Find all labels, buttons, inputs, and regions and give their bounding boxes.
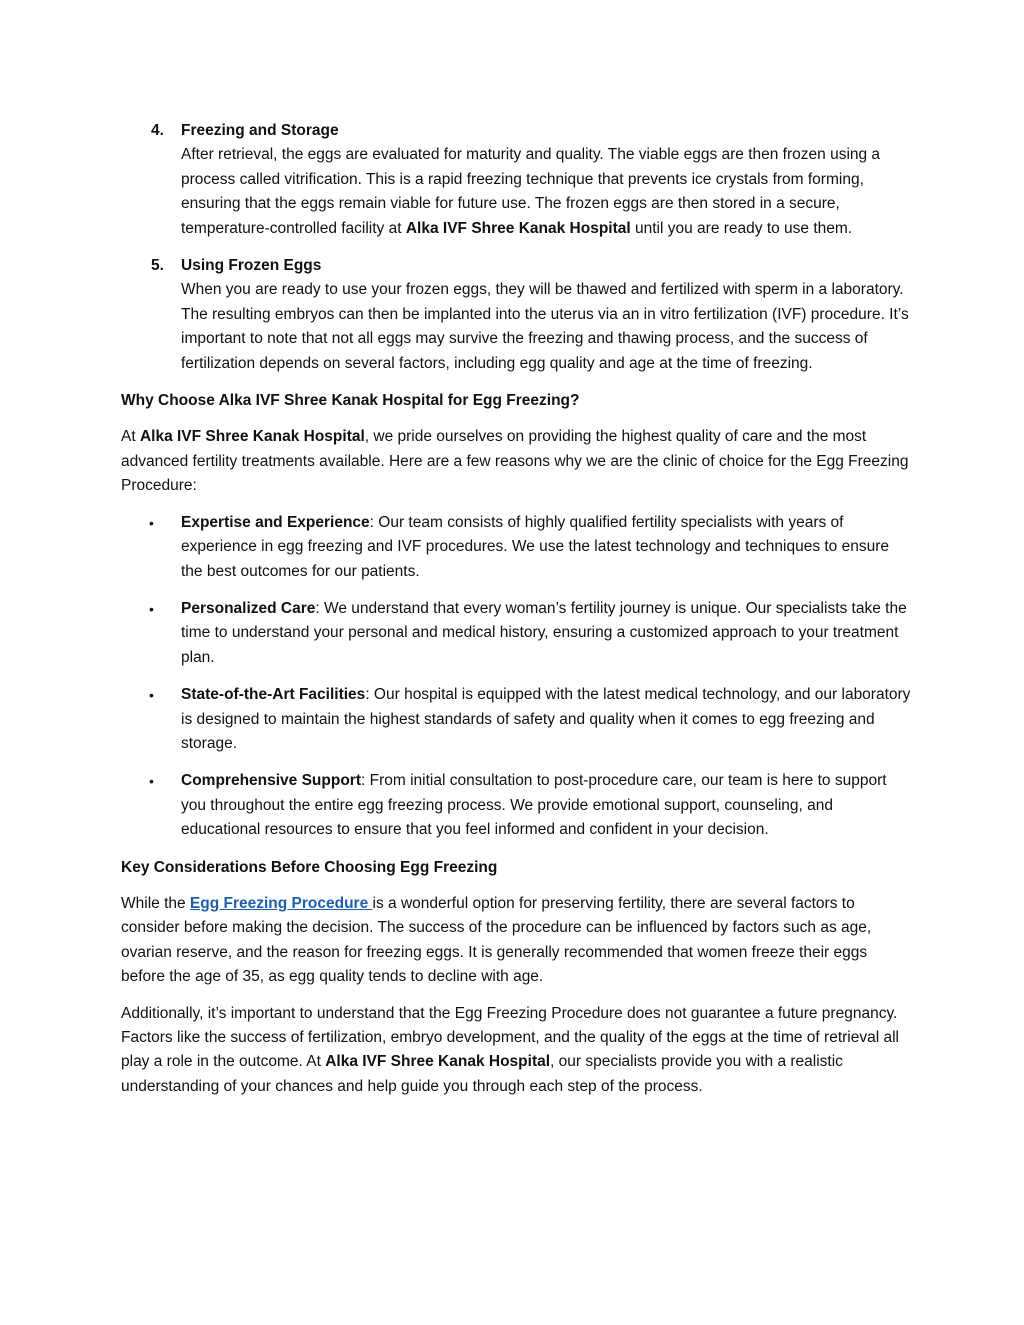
list-item-expertise <box>121 511 911 584</box>
list-item-body <box>181 683 911 756</box>
paragraph-text: Additionally, it’s important to understand that the Egg Freezing Procedure does not guarantee a future pregnancy. Factors like the success of fertilization, embryo development, and the quality of the eggs at the time of retrieval all play a role in the outcome. At <box>121 1004 899 1071</box>
list-item-title: Personalized Care <box>181 599 316 617</box>
item-text: When you are ready to use your frozen eggs, they will be thawed and fertilized with sperm in a laboratory. The resulting embryos can then be implanted into the uterus via an in vitro fertilization (IVF) procedure. It’s important to note that not all eggs may survive the freezing and thawing process, and the success of fertilization depends on several factors, including egg quality and age at the time of freezing. <box>181 281 909 372</box>
hospital-name: Alka IVF Shree Kanak Hospital <box>325 1053 551 1071</box>
bullet-icon: • <box>149 687 154 704</box>
hospital-name: Alka IVF Shree Kanak Hospital <box>405 219 631 237</box>
hospital-name: Alka IVF Shree Kanak Hospital <box>139 428 365 446</box>
list-item-text: : We understand that every woman’s fertility journey is unique. Our specialists take the time to understand your personal and medical history, ensuring a customized approach to your treatment plan. <box>181 599 907 666</box>
item-body <box>181 254 911 376</box>
list-item-body <box>181 597 911 670</box>
numbered-item-freezing-storage <box>121 119 911 241</box>
item-title: Freezing and Storage <box>181 122 339 139</box>
bullet-icon: • <box>149 600 154 617</box>
bullet-icon: • <box>149 773 154 790</box>
list-item-body <box>181 511 911 584</box>
item-text: After retrieval, the eggs are evaluated for maturity and quality. The viable eggs are then frozen using a process called vitrification. This is a rapid freezing technique that prevents ice crystals from forming, ensuring that the eggs remain viable for future use. The frozen eggs are then stored in a secure, temperature-controlled facility at <box>181 146 881 237</box>
item-body <box>181 119 911 241</box>
list-item-support <box>121 769 911 842</box>
item-number: 4. <box>151 122 164 139</box>
list-item-text: : Our team consists of highly qualified fertility specialists with years of experience in egg freezing and IVF procedures. We use the latest technology and techniques to ensure the best outcomes for our patients. <box>181 513 889 580</box>
considerations-paragraph-1 <box>121 892 911 990</box>
numbered-item-using-frozen-eggs <box>121 254 911 376</box>
item-number: 5. <box>151 257 164 275</box>
list-item-title: Expertise and Experience <box>181 513 370 531</box>
why-intro-paragraph <box>121 425 911 498</box>
considerations-paragraph-2 <box>121 1002 911 1100</box>
paragraph-text-end: is a wonderful option for preserving fertility, there are several factors to consider before making the decision. The success of the procedure can be influenced by factors such as age, ovarian reserve, and the reason for freezing eggs. It is generally recommended that women freeze their eggs before the age of 35, as egg quality tends to decline with age. <box>121 894 872 986</box>
intro-text: At <box>121 428 140 446</box>
paragraph-text: While the <box>121 894 190 912</box>
list-item-title: Comprehensive Support <box>181 772 361 790</box>
bullet-icon: • <box>149 514 154 531</box>
section-heading-key-considerations: Key Considerations Before Choosing Egg Freezing <box>121 858 498 876</box>
list-item-personalized-care <box>121 597 911 670</box>
list-item-text: : Our hospital is equipped with the latest medical technology, and our laboratory is designed to maintain the highest standards of safety and quality when it comes to egg freezing and storage. <box>181 686 911 752</box>
item-text-end: until you are ready to use them. <box>630 219 853 237</box>
list-item-facilities <box>121 683 911 756</box>
intro-text-end: , we pride ourselves on providing the highest quality of care and the most advanced fertility treatments available. Here are a few reasons why we are the clinic of choice for the Egg Freezing Procedure: <box>121 428 909 495</box>
reasons-list <box>121 511 911 843</box>
list-item-title: State-of-the-Art Facilities <box>181 686 366 704</box>
item-title: Using Frozen Eggs <box>181 257 322 275</box>
section-heading-why-choose: Why Choose Alka IVF Shree Kanak Hospital for Egg Freezing? <box>121 392 580 410</box>
egg-freezing-procedure-link[interactable]: Egg Freezing Procedure <box>189 894 373 912</box>
list-item-text: : From initial consultation to post-procedure care, our team is here to support you throughout the entire egg freezing process. We provide emotional support, counseling, and educational resources to ensure that you feel informed and confident in your decision. <box>181 772 887 839</box>
list-item-body <box>181 769 911 842</box>
paragraph-text-end: , our specialists provide you with a realistic understanding of your chances and help guide you through each step of the process. <box>121 1053 843 1095</box>
document-page <box>121 119 911 1111</box>
